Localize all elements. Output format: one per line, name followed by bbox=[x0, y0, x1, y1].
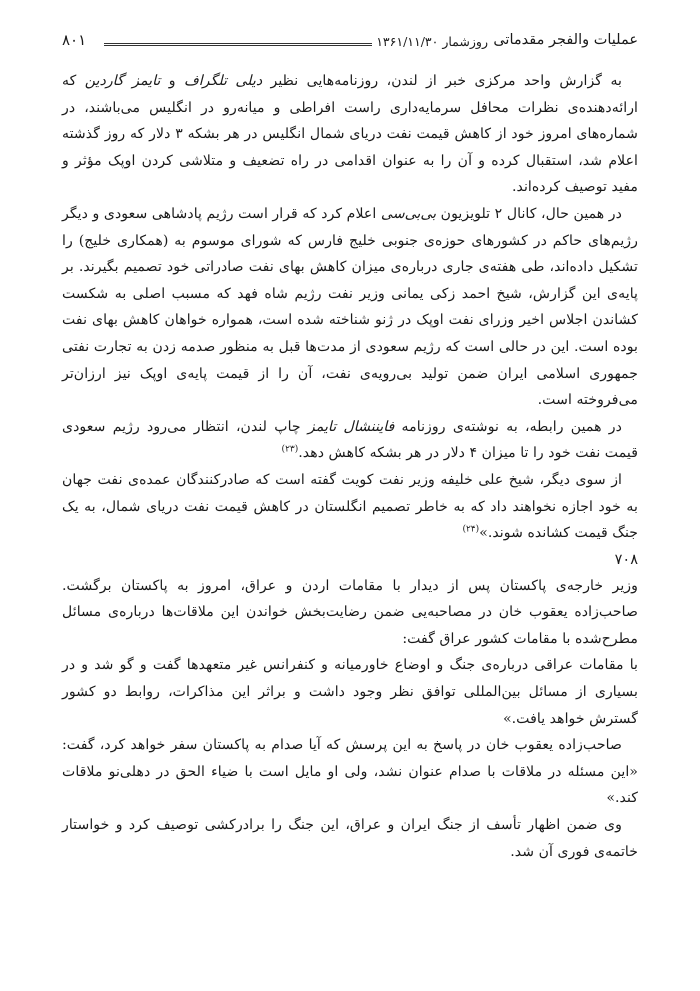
paragraph bbox=[62, 414, 638, 467]
paragraph bbox=[62, 68, 638, 201]
paragraph bbox=[62, 467, 638, 547]
italic-term: تایمز گاردین bbox=[84, 73, 161, 89]
text-run: در همین حال، کانال ۲ تلویزیون bbox=[436, 205, 622, 222]
footnote-reference: (۲۳) bbox=[281, 444, 299, 455]
header-rule bbox=[104, 35, 372, 46]
date-label: روزشمار ۱۳۶۱/۱۱/۳۰ bbox=[376, 34, 488, 49]
text-run: و bbox=[160, 73, 185, 89]
entry-number: ۷۰۸ bbox=[614, 551, 638, 568]
text-run: چاپ لندن، انتظار می‌رود رژیم سعودی قیمت نفت خود را تا میزان ۴ دلار در هر بشکه کاهش دهد. bbox=[62, 418, 638, 462]
paragraph bbox=[62, 201, 638, 414]
text-run: از سوی دیگر، شیخ علی خلیفه وزیر نفت کویت گفته است که صادرکنندگان عمده‌ی نفت جهان به خود اجازه نخواهند داد که به خاطر تصمیم انگلستان در کاهش قیمت نفت دریای شمال، به یک جنگ قیمت کشانده شوند.» bbox=[62, 471, 638, 542]
page-content bbox=[62, 68, 638, 865]
book-page bbox=[62, 28, 638, 968]
page-number: ۸۰۱ bbox=[62, 31, 87, 49]
text-run: اعلام کرد که قرار است رژیم پادشاهی سعودی و دیگر رژیم‌های حاکم در کشورهای حوزه‌ی جنوبی خلیج فارس که شورای موسوم به (همکاری خلیج) را تشکیل داده‌اند، طی هفته‌ی جاری درباره‌ی میزان کاهش بهای نفت صادراتی خود تصمیم بگیرند. بر پایه‌ی این گزارش، شیخ احمد زکی یمانی وزیر نفت رژیم شاه فهد که مسبب اصلی به شکست کشاندن اجلاس اخیر وزرای نفت اوپک در ژنو شناخته شده است، همواره خواهان کاهش بهای نفت بوده است. این در حالی است که رژیم سعودی از مدت‌ها قبل به منظور صدمه زدن به تجارت نفتی جمهوری اسلامی ایران ضمن تولید بی‌رویه‌ی نفت، آن را از قیمت پایه‌ی اوپک نیز ارزان‌تر می‌فروخته است. bbox=[62, 205, 638, 409]
text-run: به گزارش واحد مرکزی خبر از لندن، روزنامه‌هایی نظیر bbox=[262, 73, 623, 89]
page-header bbox=[62, 28, 638, 54]
book-title: عملیات والفجر مقدماتی bbox=[493, 32, 638, 48]
text-run: در همین رابطه، به نوشته‌ی روزنامه bbox=[394, 418, 622, 435]
text-run: که ارائه‌دهنده‌ی نظرات محافل سرمایه‌داری راست افراطی و میانه‌رو در انگلیس می‌باشند، در شماره‌های امروز خود از کاهش قیمت نفت دریای شمال انگلیس در هر بشکه ۳ دلار که روز گذشته اعلام شد، استقبال کرده و آن را به عنوان اقدامی در راه تضعیف و متلاشی کردن اوپک مؤثر و مفید توصیف کرده‌اند. bbox=[62, 73, 639, 196]
footnote-reference: (۲۴) bbox=[462, 524, 480, 535]
paragraph: وزیر خارجه‌ی پاکستان پس از دیدار با مقامات اردن و عراق، امروز به پاکستان برگشت. صاحب‌زاده یعقوب خان در مصاحبه‌یی ضمن رضایت‌بخش خواندن این ملاقات‌ها درباره‌ی مسائل مطرح‌شده با مقامات کشور عراق گفت: bbox=[62, 577, 638, 647]
paragraph: صاحب‌زاده یعقوب خان در پاسخ به این پرسش که آیا صدام به پاکستان سفر خواهد کرد، گفت: «این مسئله در ملاقات با صدام عنوان نشد، ولی او مایل است با ضیاء الحق در دهلی‌نو ملاقات کند.» bbox=[62, 737, 638, 807]
date-block bbox=[104, 34, 488, 49]
paragraph: وی ضمن اظهار تأسف از جنگ ایران و عراق، این جنگ را برادرکشی توصیف کرد و خواستار خاتمه‌ی فوری آن شد. bbox=[62, 817, 638, 860]
italic-term: دیلی تلگراف bbox=[184, 73, 263, 89]
italic-term: فایننشال تایمز bbox=[307, 418, 395, 435]
italic-term: بی‌بی‌سی bbox=[380, 205, 437, 222]
paragraph: با مقامات عراقی درباره‌ی جنگ و اوضاع خاورمیانه و کنفرانس غیر متعهدها گفت و گو شد و در بسیاری از مسائل بین‌المللی توافق نظر وجود داشت و براثر این مذاکرات، روابط دو کشور گسترش خواهد یافت.» bbox=[62, 657, 638, 727]
